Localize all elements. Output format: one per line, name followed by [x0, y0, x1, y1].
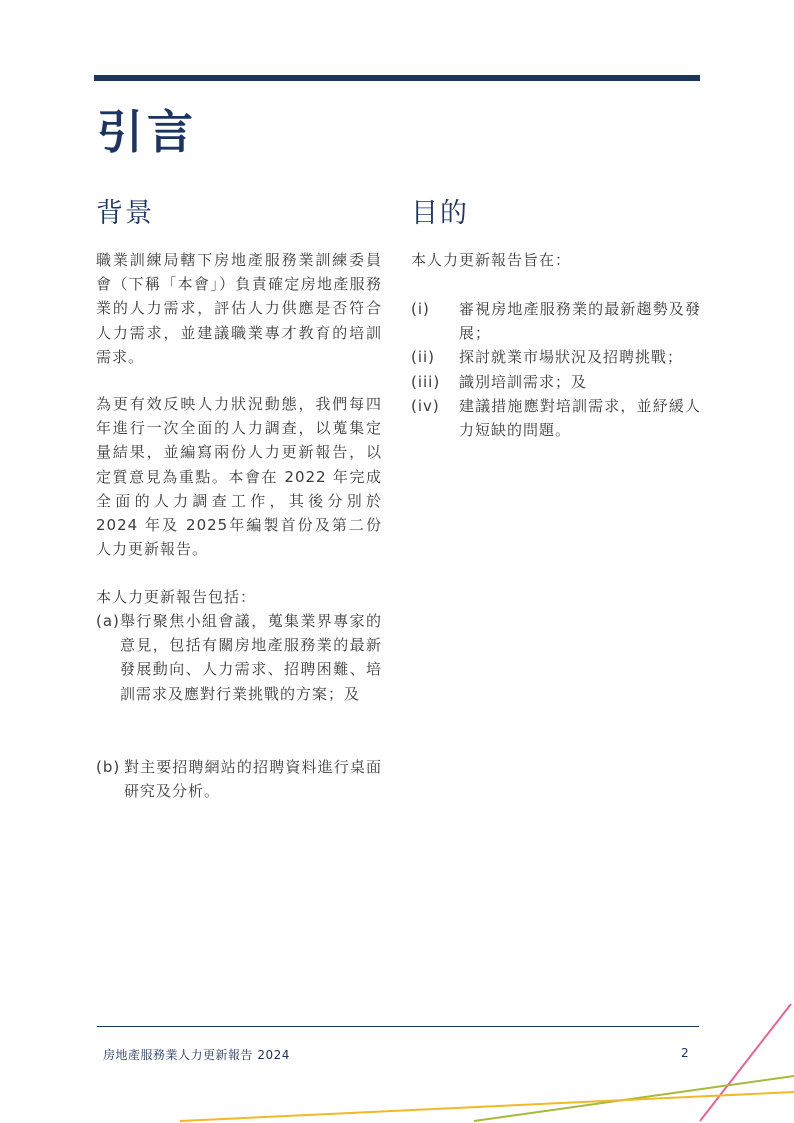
- list-marker: (iv): [411, 396, 440, 415]
- purpose-heading: 目的: [411, 198, 469, 229]
- list-item-text: 舉行聚焦小組會議，蒐集業界專家的意見，包括有關房地產服務業的最新發展動向、人力需求、招聘困難、培訓需求及應對行業挑戰的方案；及: [120, 612, 382, 703]
- list-item-text: 建議措施應對培訓需求，並紓緩人力短缺的問題。: [459, 396, 701, 440]
- list-marker: (ii): [411, 348, 436, 367]
- background-para-1: 職業訓練局轄下房地產服務業訓練委員會（下稱「本會」）負責確定房地產服務業的人力需求，評估人力供應是否符合人力需求，並建議職業專才教育的培訓需求。: [96, 251, 382, 366]
- list-item-text: 識別培訓需求；及: [459, 372, 588, 391]
- gold-decor-line: [180, 1092, 794, 1121]
- report-includes-intro: 本人力更新報告包括：: [96, 588, 257, 606]
- pink-decor-line: [700, 1004, 791, 1121]
- purpose-intro: 本人力更新報告旨在：: [411, 251, 572, 269]
- list-marker: (i): [411, 300, 430, 318]
- background-heading: 背景: [96, 198, 154, 229]
- olive-decor-line: [474, 1076, 794, 1121]
- list-marker: (a): [96, 612, 120, 630]
- page-title: 引言: [97, 105, 197, 159]
- list-item-text: 探討就業市場狀況及招聘挑戰；: [459, 348, 684, 367]
- background-para-2: 為更有效反映人力狀況動態，我們每四年進行一次全面的人力調查，以蒐集定量結果，並編寫兩份人力更新報告，以定質意見為重點。本會在 2022 年完成全面的人力調查工作，其後分別於 2024 年及 2025年編製首份及第二份人力更新報告。: [96, 395, 382, 559]
- list-item-text: 對主要招聘網站的招聘資料進行桌面研究及分析。: [124, 758, 382, 801]
- page-number: 2: [681, 1046, 689, 1060]
- list-marker: (b): [96, 758, 121, 776]
- footer-report-title: 房地產服務業人力更新報告 2024: [103, 1048, 290, 1062]
- list-marker: (iii): [411, 372, 441, 391]
- list-item-text: 審視房地產服務業的最新趨勢及發展；: [459, 300, 701, 343]
